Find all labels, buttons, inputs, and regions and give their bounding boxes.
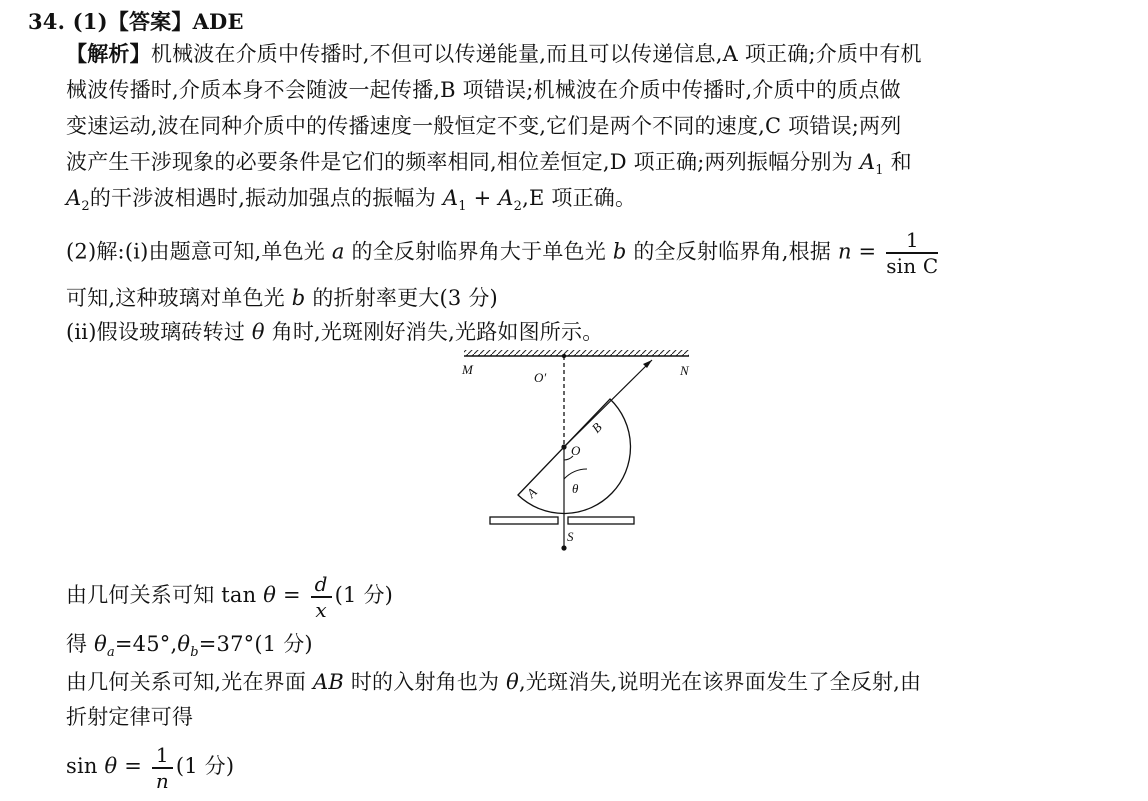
label-M: M — [462, 362, 473, 377]
fraction-1-over-sinC: $\frac{1}{\text{sin C}}$ — [886, 228, 939, 278]
label-O-prime: O′ — [534, 370, 547, 385]
question-header — [28, 8, 244, 36]
part1-label: (1) — [72, 9, 108, 34]
analysis-label: 【解析】 — [66, 41, 151, 66]
slit-left — [490, 517, 558, 524]
label-S: S — [567, 529, 574, 544]
question-number: 34. — [28, 9, 66, 34]
mirror-hatching — [464, 350, 689, 356]
optics-diagram — [450, 348, 700, 558]
point-O — [561, 444, 566, 449]
part2-line-2: 可知,这种玻璃对单色光 b 的折射率更大(3 分) — [66, 286, 498, 310]
label-O: O — [571, 443, 581, 458]
slit-right — [568, 517, 634, 524]
point-O-prime — [562, 354, 566, 358]
fraction-1-over-n: $\frac{1}{n}$ — [152, 743, 173, 793]
answer-value: ADE — [192, 9, 244, 34]
analysis-line-1: 【解析】机械波在介质中传播时,不但可以传递能量,而且可以传递信息,A 项正确;介质中有机 — [66, 41, 922, 66]
answer-label: 【答案】 — [107, 9, 193, 34]
theta-arc-bottom — [564, 469, 587, 479]
label-B: B — [588, 419, 605, 436]
solution-line-5: sin θ = $\frac{1}{n}$ (1 分) — [66, 742, 235, 793]
part2-line-1: (2)解:(i)由题意可知,单色光 a 的全反射临界角大于单色光 b 的全反射临界角,根据 n = $\frac{1}{\text{sin C}}$ — [66, 228, 939, 278]
label-theta: θ — [572, 481, 579, 496]
solution-line-2: 得 $\theta_a=45^\circ,\theta_b=37^\circ(1$ 分) — [66, 632, 313, 661]
solution-line-4: 折射定律可得 — [66, 705, 194, 729]
analysis-line-2: 械波传播时,介质本身不会随波一起传播,B 项错误;机械波在介质中传播时,介质中的质点做 — [66, 78, 901, 102]
fraction-d-over-x: $\frac{d}{x}$ — [311, 572, 332, 622]
analysis-line-3: 变速运动,波在同种介质中的传播速度一般恒定不变,它们是两个不同的速度,C 项错误;两列 — [66, 114, 902, 138]
point-S — [561, 545, 566, 550]
analysis-line-4: 波产生干涉现象的必要条件是它们的频率相同,相位差恒定,D 项正确;两列振幅分别为 $A_1$ 和 — [66, 150, 912, 179]
solution-line-3: 由几何关系可知,光在界面 AB 时的入射角也为 θ,光斑消失,说明光在该界面发生了全反射,由 — [66, 670, 922, 694]
solution-line-1: 由几何关系可知 tan θ = $\frac{d}{x}$ (1 分) — [66, 571, 394, 622]
analysis-line-5: $A_2$的干涉波相遇时,振动加强点的振幅为 $A_1 + A_2,E$ 项正确。 — [66, 186, 637, 215]
label-A: A — [523, 484, 540, 501]
label-N: N — [680, 363, 689, 378]
part2-line-3: (ii)假设玻璃砖转过 θ 角时,光斑刚好消失,光路如图所示。 — [66, 320, 604, 344]
